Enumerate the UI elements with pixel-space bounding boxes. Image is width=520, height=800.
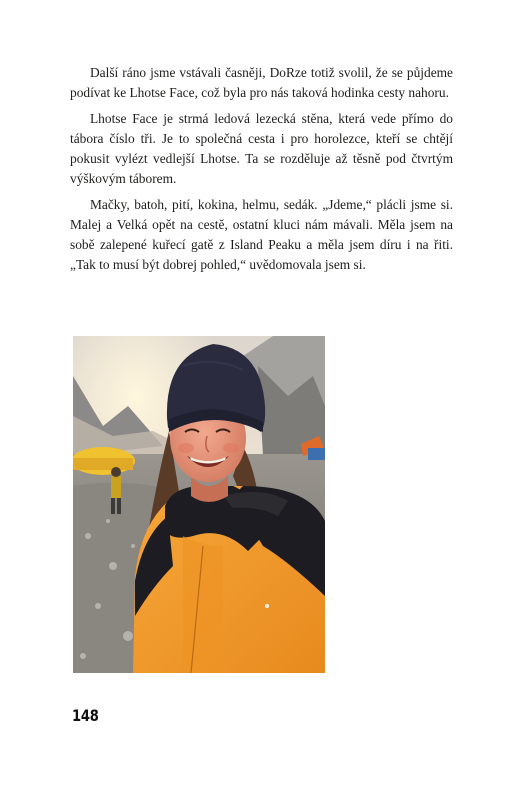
body-text: [70, 63, 453, 281]
paragraph: Mačky, batoh, pití, kokina, helmu, sedák. „Jdeme,“ plácli jsme si. Malej a Velká opět na cestě, ostatní kluci nám mávali. Měla jsem na sobě zalepené kuřecí gatě z Island Peaku a měla jsem díru i na řiti. „Tak to musí být dobrej pohled,“ uvědomovala jsem si.: [70, 197, 453, 272]
paragraph: Další ráno jsme vstávali časněji, DoRze totiž svolil, že se půjdeme podívat ke Lhotse Face, což byla pro nás taková hodinka cesty nahoru.: [70, 65, 453, 100]
selfie-photo: [73, 336, 325, 673]
paragraph: Lhotse Face je strmá ledová lezecká stěna, která vede přímo do tábora číslo tři. Je to společná cesta i pro horolezce, kteří se chtějí pokusit vylézt vedlejší Lhotse. Ta se rozděluje až těsně pod čtvrtým výškovým táborem.: [70, 111, 453, 186]
page-number: 148: [72, 706, 99, 725]
